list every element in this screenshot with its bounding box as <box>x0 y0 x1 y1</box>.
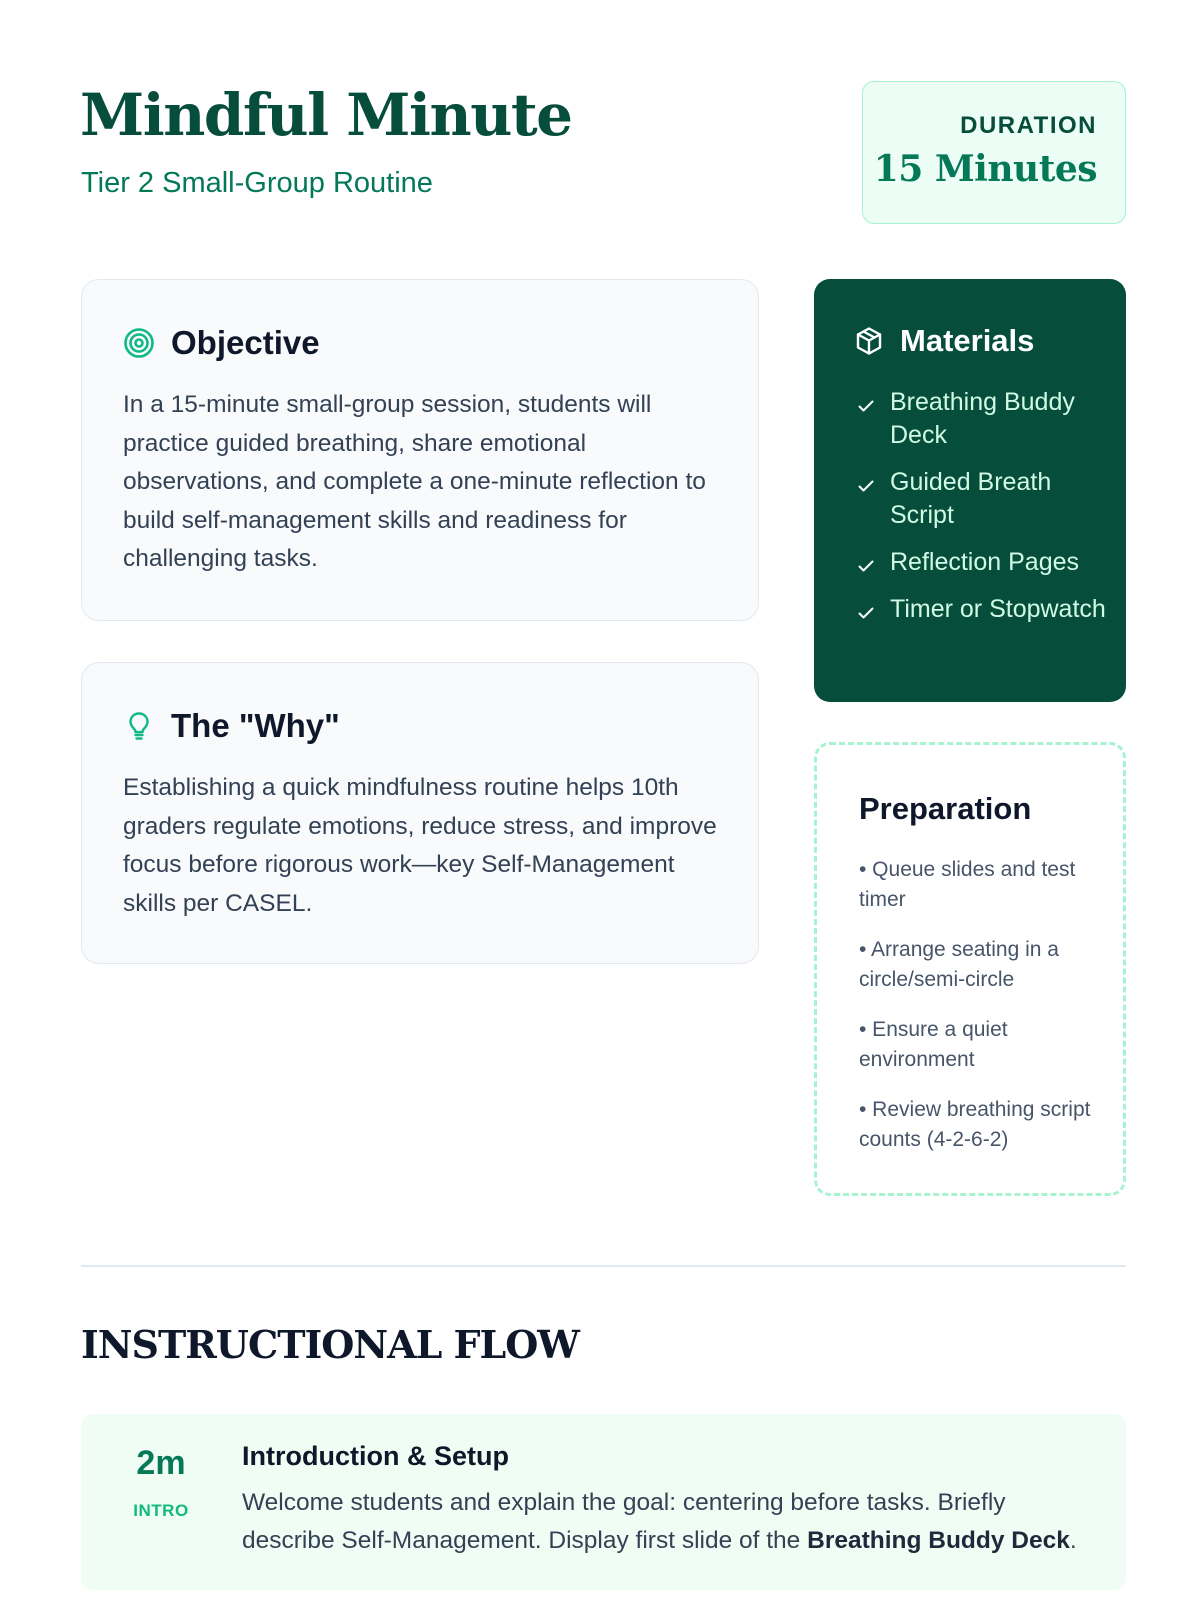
duration-value: 15 Minutes <box>873 148 1097 190</box>
step-tag: INTRO <box>133 1501 189 1520</box>
materials-title: Materials <box>900 323 1035 358</box>
duration-badge <box>862 81 1126 224</box>
list-item: • Review breathing script counts (4-2-6-2) <box>859 1098 1091 1151</box>
materials-list <box>856 386 1116 640</box>
objective-title: Objective <box>171 324 320 361</box>
lightbulb-icon <box>123 710 155 742</box>
flow-title: INSTRUCTIONAL FLOW <box>81 1322 579 1367</box>
duration-label: DURATION <box>960 112 1097 139</box>
section-divider <box>81 1265 1126 1267</box>
check-icon <box>856 476 876 496</box>
preparation-title: Preparation <box>859 791 1032 826</box>
material-label: Reflection Pages <box>890 548 1080 576</box>
step-duration: 2m <box>136 1444 186 1482</box>
why-title: The "Why" <box>171 707 340 744</box>
list-item: • Arrange seating in a circle/semi-circle <box>859 938 1059 991</box>
step-description-emphasis: Breathing Buddy Deck <box>807 1527 1070 1554</box>
material-label: Timer or Stopwatch <box>890 595 1106 623</box>
check-icon <box>856 603 876 623</box>
page-subtitle: Tier 2 Small-Group Routine <box>81 167 433 199</box>
materials-header <box>854 323 1034 359</box>
page-title: Mindful Minute <box>80 81 572 149</box>
material-label: Breathing Buddy Deck <box>890 388 1075 449</box>
step-description <box>242 1484 1102 1560</box>
objective-header <box>123 324 320 362</box>
list-item: • Queue slides and test timer <box>859 858 1076 911</box>
package-icon <box>854 326 884 356</box>
step-description-text: Welcome students and explain the goal: centering before tasks. Briefly describe Self-Management. Display first slide of the <box>242 1489 1006 1554</box>
target-icon <box>123 327 155 359</box>
step-description-end: . <box>1069 1527 1077 1554</box>
preparation-list <box>859 855 1099 1175</box>
materials-panel <box>814 279 1126 702</box>
check-icon <box>856 556 876 576</box>
list-item <box>856 593 1116 626</box>
list-item <box>856 466 1116 532</box>
preparation-panel <box>814 742 1126 1196</box>
why-header <box>123 707 340 745</box>
list-item: • Ensure a quiet environment <box>859 1018 1008 1071</box>
why-text: Establishing a quick mindfulness routine helps 10th graders regulate emotions, reduce stress, and improve focus before rigorous work—key Self-Management skills per CASEL. <box>123 774 717 917</box>
step-title: Introduction & Setup <box>242 1441 509 1471</box>
material-label: Guided Breath Script <box>890 468 1052 529</box>
check-icon <box>856 396 876 416</box>
list-item <box>856 546 1116 579</box>
why-card <box>81 662 759 964</box>
list-item <box>856 386 1116 452</box>
objective-text: In a 15-minute small-group session, students will practice guided breathing, share emotional observations, and complete a one-minute reflection to build self-management skills and readiness for challenging tasks. <box>123 391 706 572</box>
flow-step <box>81 1414 1126 1590</box>
objective-card <box>81 279 759 621</box>
